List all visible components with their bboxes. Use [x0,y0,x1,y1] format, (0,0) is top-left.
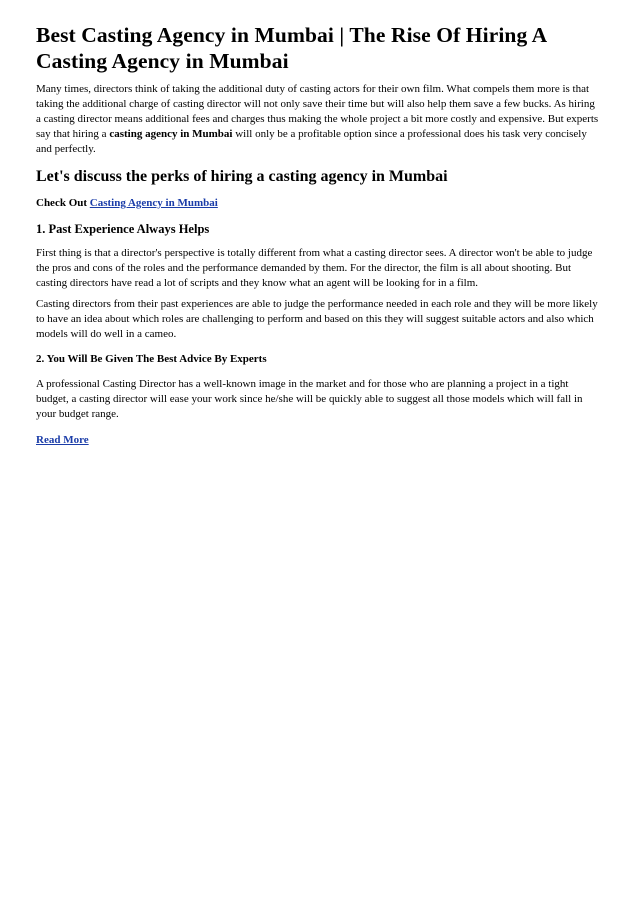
section1-paragraph2: Casting directors from their past experiences are able to judge the performance needed in each role and they will be more likely to have an idea about which roles are challenging to perform and based on this they will suggest suitable actors and also which models will do well in a cameo. [36,298,598,340]
check-out-label: Check Out [36,197,90,209]
check-out-line [36,196,602,211]
intro-text-after: will only be a profitable option since a professional does his task very concisely and perfectly. [36,128,587,155]
perks-heading: Let's discuss the perks of hiring a casting agency in Mumbai [36,168,448,185]
read-more-container [36,433,602,448]
section1-paragraph1: First thing is that a director's perspective is totally different from what a casting director sees. A director won't be able to judge the pros and cons of the roles and the performance demanded by them. For the director, the film is all about shooting. But casting directors have read a lot of scripts and they know what an agent will be looking for in a film. [36,247,593,289]
read-more-link[interactable]: Read More [36,434,89,446]
document-title: Best Casting Agency in Mumbai | The Rise Of Hiring A Casting Agency in Mumbai [36,23,547,73]
intro-text-before: Many times, directors think of taking the additional duty of casting actors for their own film. What compels them more is that taking the additional charge of casting director will not only save their time but will also help them save a few bucks. As hiring a casting director means additional fees and charges thus making the whole project a bit more costly and expensive. But experts say that hiring a [36,83,599,140]
casting-agency-link[interactable]: Casting Agency in Mumbai [89,197,218,209]
section2-heading: 2. You Will Be Given The Best Advice By Experts [36,353,267,365]
intro-paragraph [36,82,602,157]
intro-bold-keyword: casting agency in Mumbai [109,128,233,140]
section1-heading: 1. Past Experience Always Helps [36,222,210,236]
section2-paragraph1: A professional Casting Director has a well-known image in the market and for those who are planning a project in a tight budget, a casting director will ease your work since he/she will be quickly able to suggest all those models which will fall in your budget range. [36,378,583,420]
